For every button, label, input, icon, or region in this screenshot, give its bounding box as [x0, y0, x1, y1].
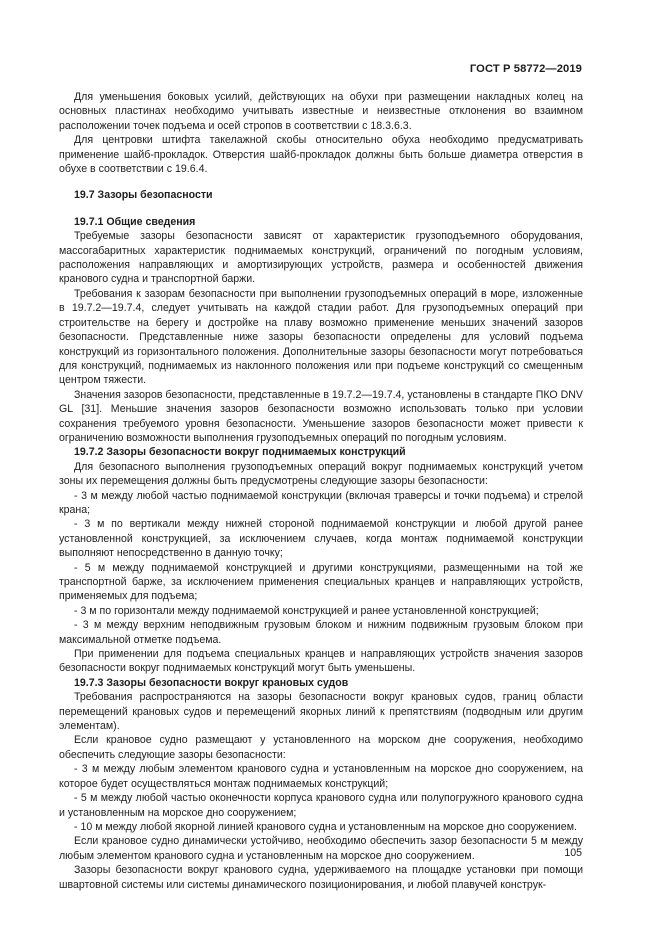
paragraph: Если крановое судно динамически устойчиво, необходимо обеспечить зазор безопасности 5 м между любым элементом кранового судна и установленным на морское дно сооружением. [59, 835, 583, 862]
paragraph: Требуемые зазоры безопасности зависят от характеристик грузоподъемного оборудования, массогабаритных характеристик поднимаемых конструкций, ограничений по погодным условиям, расположения направляющих и амортизирующих устройств, размера и особенностей движения кранового судна и транспортной баржи. [59, 230, 583, 286]
subsection-heading: 19.7.1 Общие сведения [74, 215, 196, 228]
list-item: - 5 м между любой частью оконечности корпуса кранового судна или полупогружного кранового судна и установленным на морское дно сооружением; [59, 792, 583, 819]
page-number: 105 [564, 847, 582, 859]
document-body [59, 90, 583, 892]
list-item: - 3 м по вертикали между нижней стороной поднимаемой конструкции и любой другой ранее установленной конструкцией, за исключением случаев, когда монтаж поднимаемой конструкции выполняют непосредственно в данную точку; [59, 518, 583, 560]
list-item: - 10 м между любой якорной линией кранового судна и установленным на морское дно сооружением. [74, 820, 577, 833]
paragraph: Значения зазоров безопасности, представленные в 19.7.2—19.7.4, установлены в стандарте ПКО DNV GL [31]. Меньшие значения зазоров безопасности возможно использовать только при условии сохранения требуемого уровня безопасности. Уменьшение зазоров безопасности может привести к ограничению возможности выполнения грузоподъемных операций по погодным условиям. [59, 388, 583, 444]
paragraph: Если крановое судно размещают у установленного на морском дне сооружения, необходимо обеспечить следующие зазоры безопасности: [59, 734, 583, 761]
paragraph: Для центровки штифта такелажной скобы относительно обуха необходимо предусматривать применение шайб-прокладок. Отверстия шайб-прокладок должны быть больше диаметра отверстия в обухе в соответствии с 19.6.4. [59, 134, 583, 176]
list-item: - 3 м между любым элементом кранового судна и установленным на морское дно сооружением, на которое будет осуществляться монтаж поднимаемых конструкций; [59, 763, 583, 790]
paragraph: Требования к зазорам безопасности при выполнении грузоподъемных операций в море, изложенные в 19.7.2—19.7.4, следует учитывать на каждой стадии работ. Для грузоподъемных операций при строительстве на берегу и достройке на плаву возможно применение меньших значений зазоров безопасности. Представленные ниже зазоры безопасности определены для условий подъема конструкций из горизонтального положения. Дополнительные зазоры безопасности могут потребоваться для конструкций, поднимаемых из наклонного положения или при подъеме конструкций со смещенным центром тяжести. [59, 287, 583, 387]
paragraph: Зазоры безопасности вокруг кранового судна, удерживаемого на площадке установки при помощи швартовной системы или системы динамического позиционирования, и любой плавучей конструк- [59, 864, 583, 891]
paragraph: Для безопасного выполнения грузоподъемных операций вокруг поднимаемых конструкций учетом зоны их перемещения должны быть предусмотрены следующие зазоры безопасности: [59, 460, 583, 488]
list-item: - 3 м между верхним неподвижным грузовым блоком и нижним подвижным грузовым блоком при максимальной отметке подъема. [59, 619, 583, 646]
list-item: - 3 м между любой частью поднимаемой конструкции (включая траверсы и точки подъема) и стрелой крана; [59, 489, 583, 516]
standard-header: ГОСТ Р 58772—2019 [469, 63, 582, 75]
subsection-heading: 19.7.2 Зазоры безопасности вокруг поднимаемых конструкций [74, 446, 406, 459]
list-item: - 3 м по горизонтали между поднимаемой конструкцией и ранее установленной конструкцией; [74, 604, 539, 617]
subsection-heading: 19.7.3 Зазоры безопасности вокруг крановых судов [74, 676, 349, 689]
section-heading: 19.7 Зазоры безопасности [74, 189, 213, 202]
list-item: - 5 м между поднимаемой конструкцией и другими конструкциями, размещенными на той же транспортной барже, за исключением применения специальных кранцев и направляющих устройств, применяемых для подъема; [59, 561, 583, 603]
paragraph: Требования распространяются на зазоры безопасности вокруг крановых судов, границ области перемещений крановых судов и перемещений якорных линий к препятствиям (подводным или другим элементам). [59, 691, 583, 733]
paragraph: При применении для подъема специальных кранцев и направляющих устройств значения зазоров безопасности вокруг поднимаемых конструкций могут быть уменьшены. [59, 648, 583, 675]
paragraph: Для уменьшения боковых усилий, действующих на обухи при размещении накладных колец на основных пластинах необходимо учитывать известные и неизвестные отклонения во взаимном расположении точек подъема и осей стропов в соответствии с 18.3.6.3. [59, 91, 583, 132]
